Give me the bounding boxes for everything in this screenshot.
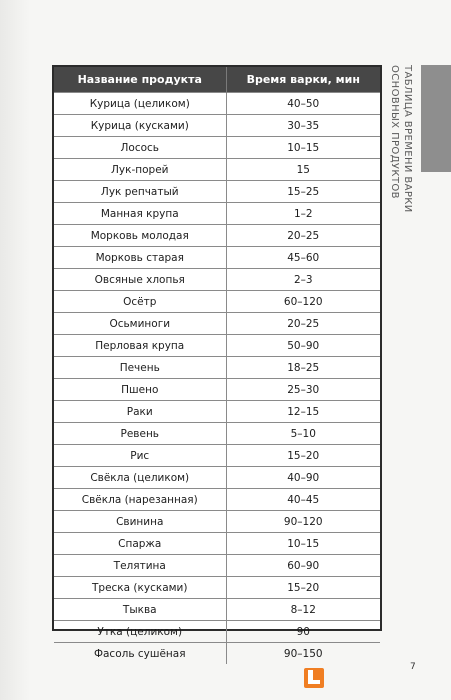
table-row — [54, 577, 380, 599]
product-name: Тыква — [54, 599, 226, 621]
table-row — [54, 137, 380, 159]
product-name: Пшено — [54, 379, 226, 401]
side-title-line-1: ТАБЛИЦА ВРЕМЕНИ ВАРКИ — [402, 65, 413, 213]
product-name: Морковь старая — [54, 247, 226, 269]
product-name: Осётр — [54, 291, 226, 313]
product-name: Свёкла (нарезанная) — [54, 489, 226, 511]
table-row — [54, 115, 380, 137]
side-title-line-2: ОСНОВНЫХ ПРОДУКТОВ — [389, 65, 400, 199]
table-row — [54, 291, 380, 313]
cooking-time: 15–20 — [226, 445, 380, 467]
product-name: Лук-порей — [54, 159, 226, 181]
table-row — [54, 313, 380, 335]
product-name: Овсяные хлопья — [54, 269, 226, 291]
product-name: Ревень — [54, 423, 226, 445]
cooking-time: 15–25 — [226, 181, 380, 203]
column-header-time: Время варки, мин — [226, 67, 380, 93]
cooking-time-table — [52, 65, 382, 660]
product-name: Телятина — [54, 555, 226, 577]
cooking-time: 40–50 — [226, 93, 380, 115]
page-number: 7 — [410, 662, 416, 672]
product-name: Печень — [54, 357, 226, 379]
chapter-tab — [421, 65, 451, 172]
table-row — [54, 423, 380, 445]
product-name: Осьминоги — [54, 313, 226, 335]
product-name: Курица (кусками) — [54, 115, 226, 137]
product-name: Курица (целиком) — [54, 93, 226, 115]
cooking-time: 30–35 — [226, 115, 380, 137]
product-name: Морковь молодая — [54, 225, 226, 247]
cooking-time: 50–90 — [226, 335, 380, 357]
table-row — [54, 445, 380, 467]
table-row — [54, 159, 380, 181]
table-row — [54, 511, 380, 533]
side-chapter-title — [384, 65, 418, 213]
product-name: Лосось — [54, 137, 226, 159]
cooking-time: 90–150 — [226, 643, 380, 665]
product-name: Лук репчатый — [54, 181, 226, 203]
table-header-row — [54, 67, 380, 93]
table-row — [54, 269, 380, 291]
cooking-time: 15 — [226, 159, 380, 181]
cooking-time: 12–15 — [226, 401, 380, 423]
product-name: Треска (кусками) — [54, 577, 226, 599]
product-name: Спаржа — [54, 533, 226, 555]
product-name: Фасоль сушёная — [54, 643, 226, 665]
labirint-logo-icon — [304, 668, 324, 688]
table-row — [54, 621, 380, 643]
cooking-time: 90–120 — [226, 511, 380, 533]
cooking-time: 5–10 — [226, 423, 380, 445]
cooking-time: 2–3 — [226, 269, 380, 291]
table-row — [54, 489, 380, 511]
table — [54, 67, 380, 664]
table-row — [54, 533, 380, 555]
table-row — [54, 599, 380, 621]
table-row — [54, 643, 380, 665]
cooking-time: 40–90 — [226, 467, 380, 489]
cooking-time: 25–30 — [226, 379, 380, 401]
table-row — [54, 555, 380, 577]
cooking-time: 1–2 — [226, 203, 380, 225]
cooking-time: 10–15 — [226, 137, 380, 159]
cooking-time: 40–45 — [226, 489, 380, 511]
cooking-time: 60–90 — [226, 555, 380, 577]
cooking-time: 20–25 — [226, 225, 380, 247]
cooking-time: 90 — [226, 621, 380, 643]
cooking-time: 60–120 — [226, 291, 380, 313]
table-row — [54, 247, 380, 269]
table-row — [54, 225, 380, 247]
table-row — [54, 203, 380, 225]
product-name: Перловая крупа — [54, 335, 226, 357]
table-body — [54, 93, 380, 665]
table-row — [54, 401, 380, 423]
cooking-time: 18–25 — [226, 357, 380, 379]
cooking-time: 45–60 — [226, 247, 380, 269]
cooking-time: 15–20 — [226, 577, 380, 599]
cooking-time: 20–25 — [226, 313, 380, 335]
table-row — [54, 467, 380, 489]
product-name: Утка (целиком) — [54, 621, 226, 643]
product-name: Свинина — [54, 511, 226, 533]
cooking-time: 10–15 — [226, 533, 380, 555]
table-row — [54, 93, 380, 115]
table-row — [54, 335, 380, 357]
table-row — [54, 181, 380, 203]
product-name: Свёкла (целиком) — [54, 467, 226, 489]
product-name: Рис — [54, 445, 226, 467]
table-row — [54, 357, 380, 379]
table-row — [54, 379, 380, 401]
product-name: Манная крупа — [54, 203, 226, 225]
product-name: Раки — [54, 401, 226, 423]
cooking-time: 8–12 — [226, 599, 380, 621]
column-header-product: Название продукта — [54, 67, 226, 93]
